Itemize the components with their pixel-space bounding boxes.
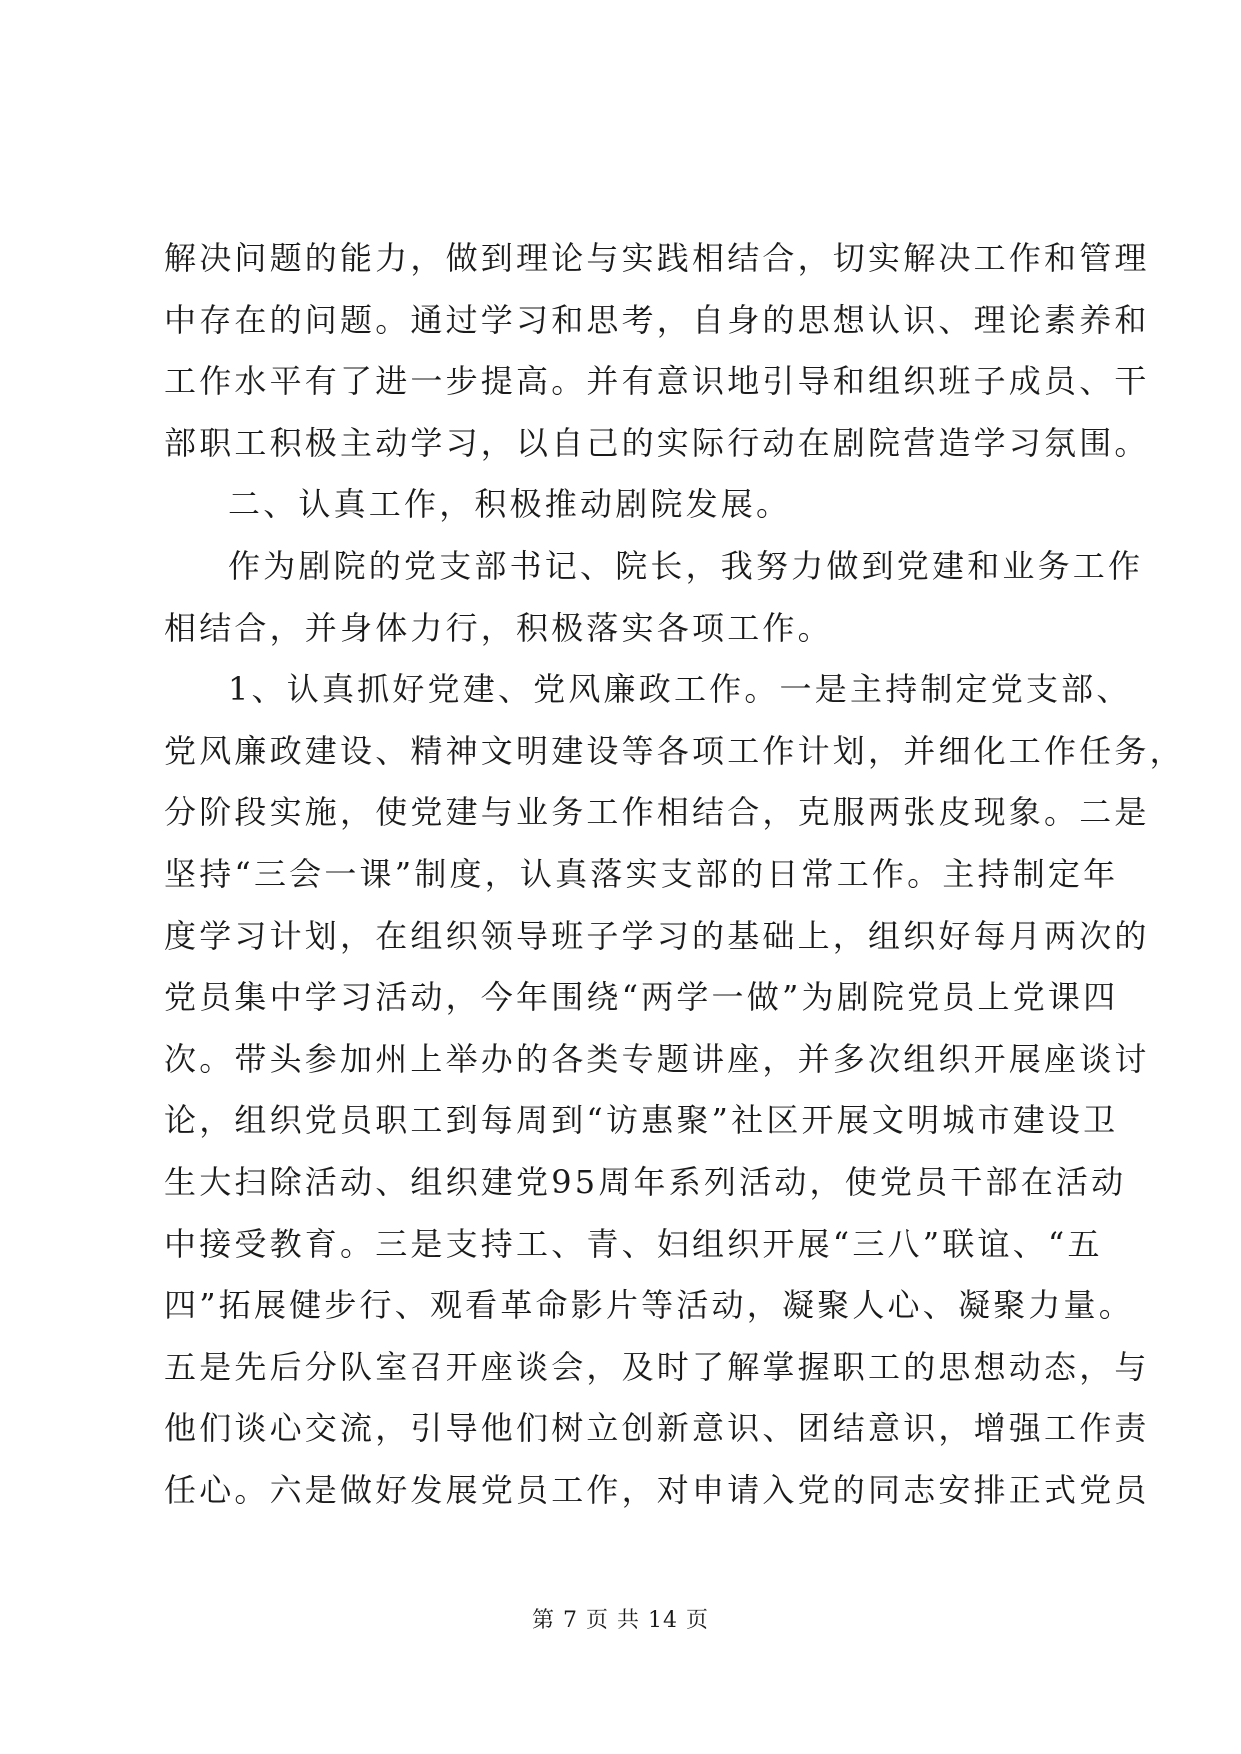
text-line: 度学习计划，在组织领导班子学习的基础上，组织好每月两次的 — [164, 916, 1150, 955]
text-line: 解决问题的能力，做到理论与实践相结合，切实解决工作和管理 — [164, 239, 1150, 277]
text-line: 他们谈心交流，引导他们树立创新意识、团结意识，增强工作责 — [164, 1409, 1150, 1448]
text-line: 中存在的问题。通过学习和思考，自身的思想认识、理论素养和 — [164, 300, 1150, 339]
text-line: 生大扫除活动、组织建党95周年系列活动，使党员干部在活动 — [164, 1162, 1127, 1201]
text-line: 五是先后分队室召开座谈会，及时了解掌握职工的思想动态，与 — [164, 1347, 1150, 1386]
page-number-footer: 第 7 页 共 14 页 — [532, 1608, 709, 1633]
text-line: 作为剧院的党支部书记、院长，我努力做到党建和业务工作 — [228, 546, 1144, 585]
text-line: 坚持“三会一课”制度，认真落实支部的日常工作。主持制定年 — [164, 854, 1119, 893]
text-line: 党风廉政建设、精神文明建设等各项工作计划，并细化工作任务， — [164, 731, 1185, 770]
section-heading: 二、认真工作，积极推动剧院发展。 — [228, 485, 792, 524]
text-line: 部职工积极主动学习，以自己的实际行动在剧院营造学习氛围。 — [164, 423, 1150, 462]
text-line: 论，组织党员职工到每周到“访惠聚”社区开展文明城市建设卫 — [164, 1101, 1119, 1140]
text-line: 党员集中学习活动，今年围绕“两学一做”为剧院党员上党课四 — [164, 978, 1119, 1017]
body-text — [164, 228, 1185, 1521]
text-line: 四”拓展健步行、观看革命影片等活动，凝聚人心、凝聚力量。 — [164, 1286, 1134, 1325]
text-line: 工作水平有了进一步提高。并有意识地引导和组织班子成员、干 — [164, 362, 1150, 401]
text-line: 分阶段实施，使党建与业务工作相结合，克服两张皮现象。二是 — [164, 793, 1150, 832]
text-line: 中接受教育。三是支持工、青、妇组织开展“三八”联谊、“五 — [164, 1224, 1103, 1263]
text-line: 1、认真抓好党建、党风廉政工作。一是主持制定党支部、 — [228, 670, 1132, 709]
text-line: 任心。六是做好发展党员工作，对申请入党的同志安排正式党员 — [164, 1470, 1150, 1509]
text-line: 相结合，并身体力行，积极落实各项工作。 — [164, 608, 833, 647]
text-line: 次。带头参加州上举办的各类专题讲座，并多次组织开展座谈讨 — [164, 1039, 1150, 1078]
